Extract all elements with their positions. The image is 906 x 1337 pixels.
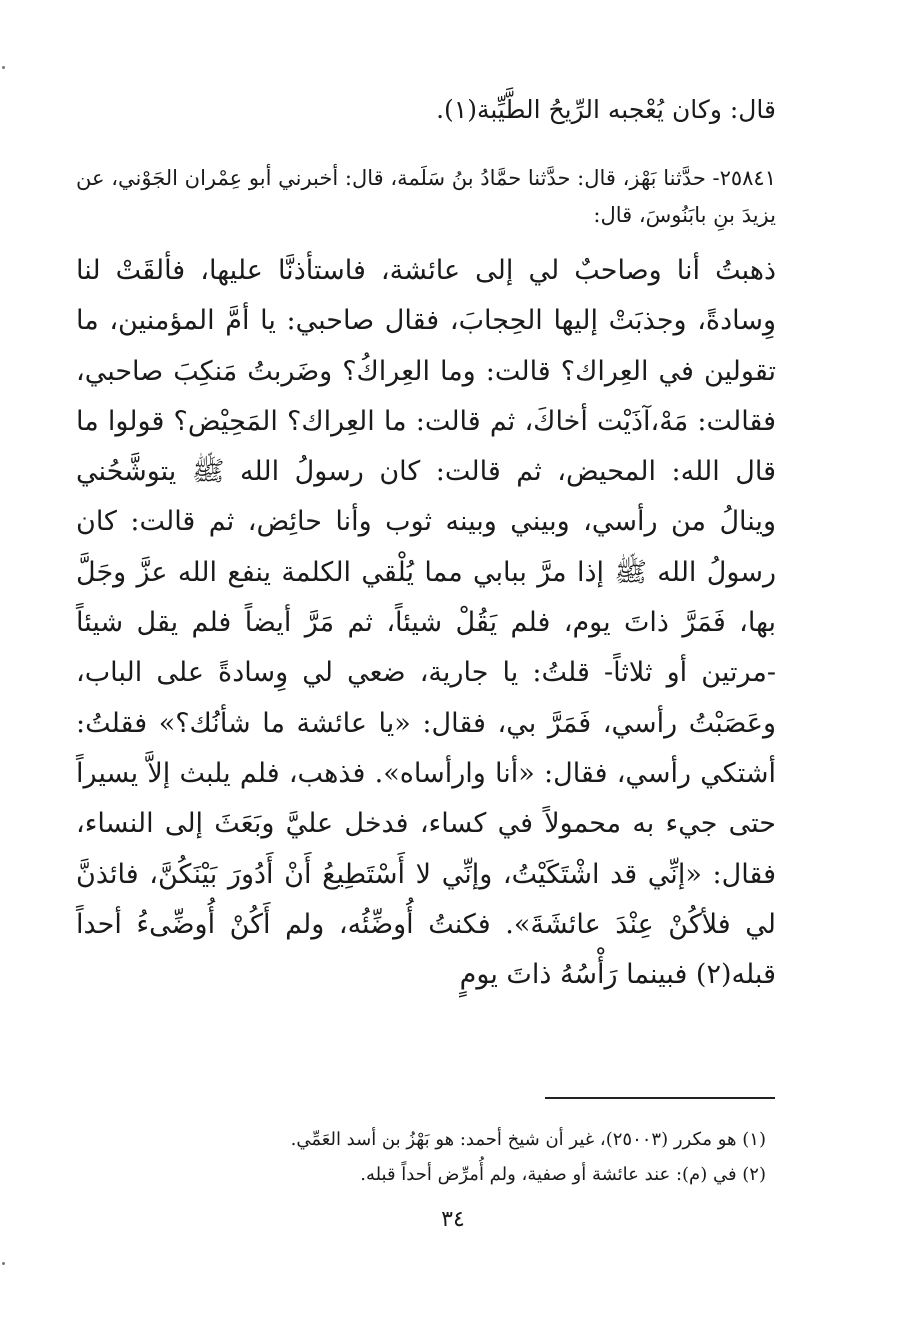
scan-speck xyxy=(2,66,5,69)
hadith-matn: ذهبتُ أنا وصاحبٌ لي إلى عائشة، فاستأذنَّا عليها، فألقَتْ لنا وِسادةً، وجذبَتْ إليها الحِجابَ، فقال صاحبي: يا أمَّ المؤمنين، ما تقولين في العِراك؟ قالت: وما العِراكُ؟ وضَربتُ مَنكِبَ صاحبي، فقالت: مَهْ،آذَيْت أخاكَ، ثم قالت: ما العِراك؟ المَحِيْض؟ قولوا ما قال الله: المحيض، ثم قالت: كان رسولُ الله ﷺ يتوشَّحُني وينالُ من رأسي، وبيني وبينه ثوب وأنا حائِض، ثم قالت: كان رسولُ الله ﷺ إذا مرَّ ببابي مما يُلْقي الكلمة ينفع الله عزَّ وجَلَّ بها، فَمَرَّ ذاتَ يوم، فلم يَقُلْ شيئاً، ثم مَرَّ أيضاً فلم يقل شيئاً -مرتين أو ثلاثاً- قلتُ: يا جارية، ضعي لي وِسادةً على الباب، وعَصَبْتُ رأسي، فَمَرَّ بي، فقال: «يا عائشة ما شأنُك؟» فقلتُ: أشتكي رأسي، فقال: «أنا وارأساه». فذهب، فلم يلبث إلاَّ يسيراً حتى جيء به محمولاً في كساء، فدخل عليَّ وبَعَثَ إلى النساء، فقال: «إنِّي قد اشْتَكَيْتُ، وإنِّي لا أَسْتَطِيعُ أَنْ أَدُورَ بَيْنَكُنَّ، فائذنَّ لي فلأكُنْ عِنْدَ عائشَةَ». فكنتُ أُوضِّئُه، ولم أَكُنْ أُوضِّىءُ أحداً قبله(٢) فبينما رَأْسُهُ ذاتَ يومٍ xyxy=(76,255,776,991)
continuation-line: قال: وكان يُعْجبه الرِّيحُ الطَّيِّبة(١). xyxy=(436,95,776,124)
scan-speck xyxy=(2,1262,5,1265)
footnote-1: (١) هو مكرر (٢٥٠٠٣)، غير أن شيخ أحمد: هو بَهْزُ بن أسد العَمِّي. xyxy=(290,1129,766,1150)
hadith-isnad: ٢٥٨٤١- حدَّثنا بَهْز، قال: حدَّثنا حمَّادُ بنُ سَلَمة، قال: أخبرني أبو عِمْران الجَوْني، عن يزيدَ بنِ بابَنُوسَ، قال: xyxy=(76,166,776,227)
footnote-2: (٢) في (م): عند عائشة أو صفية، ولم أُمرِّض أحداً قبله. xyxy=(360,1164,766,1185)
page-number: ٣٤ xyxy=(441,1207,465,1232)
footnotes xyxy=(76,1122,776,1192)
page-content xyxy=(76,80,776,1000)
footnote-divider xyxy=(545,1097,775,1099)
